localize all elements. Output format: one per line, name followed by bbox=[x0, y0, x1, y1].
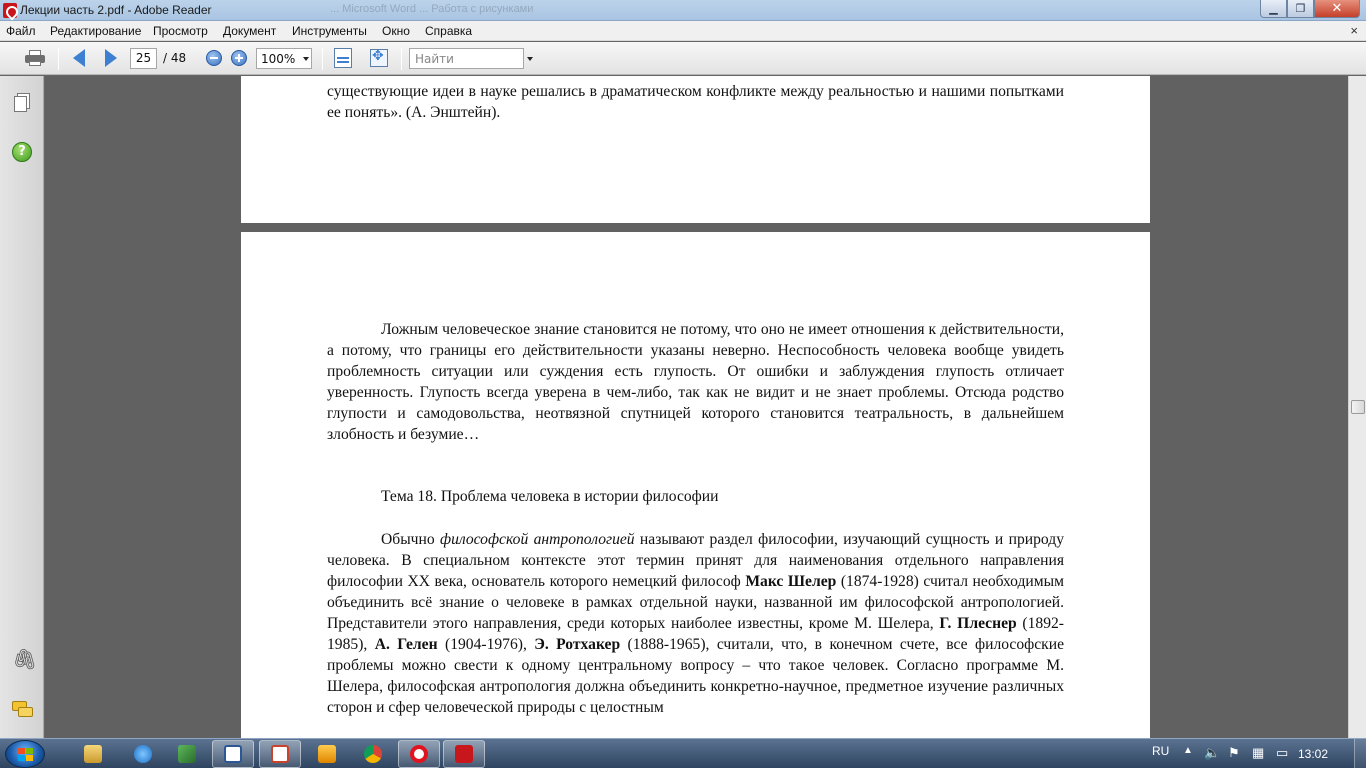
folder-icon bbox=[84, 745, 102, 763]
menu-file[interactable]: Файл bbox=[6, 24, 36, 38]
section-heading bbox=[327, 486, 1064, 507]
document-area[interactable] bbox=[45, 76, 1348, 738]
previous-page-button[interactable] bbox=[67, 47, 91, 69]
taskbar-presentation[interactable] bbox=[259, 740, 301, 768]
taskbar-media-player[interactable] bbox=[306, 740, 348, 768]
zoom-in-button[interactable] bbox=[227, 47, 251, 69]
start-button[interactable] bbox=[5, 740, 45, 768]
page-total: / 48 bbox=[163, 51, 187, 65]
menu-help[interactable]: Справка bbox=[425, 24, 473, 38]
close-button[interactable] bbox=[1314, 0, 1360, 18]
action-center-icon[interactable]: ⚑ bbox=[1228, 745, 1240, 760]
page-text: существующие идеи в науке решались в драматическом конфликте между реальностью и нашими попытками ее понять». (А. Энштейн). bbox=[327, 83, 1064, 121]
attachment-icon[interactable]: 🖇 bbox=[12, 647, 38, 671]
paragraph bbox=[327, 319, 1064, 445]
tray-expand-icon[interactable]: ▲ bbox=[1183, 745, 1193, 756]
text-run: (1892-1985), bbox=[327, 615, 1064, 653]
chrome-icon bbox=[364, 745, 382, 763]
navigation-panel bbox=[0, 76, 44, 738]
menu-view[interactable]: Просмотр bbox=[153, 24, 208, 38]
zoom-out-button[interactable] bbox=[202, 47, 226, 69]
close-icon: ✕ bbox=[1331, 1, 1343, 16]
text-run: (1904-1976), bbox=[437, 636, 535, 653]
italic-term: философской антропологией bbox=[440, 531, 635, 548]
bold-name: Макс Шелер bbox=[745, 573, 837, 590]
text-run: Обычно bbox=[381, 531, 440, 548]
taskbar-opera[interactable] bbox=[398, 740, 440, 768]
comments-icon[interactable] bbox=[12, 699, 32, 719]
menu-tools[interactable]: Инструменты bbox=[292, 24, 367, 38]
fit-page-button[interactable] bbox=[331, 47, 355, 69]
internet-explorer-icon bbox=[134, 745, 152, 763]
adobe-reader-icon bbox=[455, 745, 473, 763]
toolbar-separator bbox=[401, 48, 402, 70]
taskbar-chrome[interactable] bbox=[352, 740, 394, 768]
close-document-button[interactable]: × bbox=[1350, 23, 1358, 38]
vertical-scrollbar[interactable] bbox=[1348, 76, 1366, 738]
taskbar-network-tool[interactable] bbox=[166, 740, 208, 768]
volume-icon[interactable]: 🔈 bbox=[1204, 745, 1221, 760]
restore-button[interactable] bbox=[1287, 0, 1314, 18]
arrow-left-icon bbox=[73, 49, 85, 67]
find-input[interactable]: Найти bbox=[409, 48, 524, 69]
page-number-input[interactable]: 25 bbox=[130, 48, 157, 69]
help-icon[interactable]: ? bbox=[12, 142, 32, 162]
text-run: (1874-1928) считал необходимым объединить всё знание о человеке в рамках отдельной науки, названной им философской антропологией. Представители этого направления, среди которых наиболее известны, кроме М. Шелера, bbox=[327, 573, 1064, 632]
zoom-out-icon bbox=[206, 50, 222, 66]
zoom-select[interactable] bbox=[256, 48, 312, 69]
printer-icon bbox=[25, 50, 45, 66]
bold-name: А. Гелен bbox=[374, 636, 438, 653]
pages-icon[interactable] bbox=[12, 93, 32, 113]
toolbar-separator bbox=[58, 48, 59, 70]
text-run: (1888-1965), считали, что, в конечном счете, все философские проблемы можно свести к одному центральному вопросу – что такое человек. Согласно программе М. Шелера, философская антропология должна объединить конкретно-научное, предметное изучение различных сторон и сфер человеческой природы с целостным bbox=[327, 636, 1065, 716]
word-icon bbox=[224, 745, 242, 763]
scrollbar-thumb[interactable] bbox=[1351, 400, 1365, 414]
media-player-icon bbox=[318, 745, 336, 763]
menu-bar bbox=[0, 21, 1366, 41]
taskbar-internet-explorer[interactable] bbox=[122, 740, 164, 768]
battery-icon[interactable]: ▭ bbox=[1276, 745, 1289, 760]
taskbar-explorer[interactable] bbox=[72, 740, 114, 768]
network-status-icon[interactable]: ▦ bbox=[1252, 745, 1265, 760]
taskbar-adobe-reader[interactable] bbox=[443, 740, 485, 768]
bold-name: Г. Плеснер bbox=[939, 615, 1017, 632]
toolbar-separator bbox=[322, 48, 323, 70]
menu-document[interactable]: Документ bbox=[223, 24, 277, 38]
taskbar-word[interactable] bbox=[212, 740, 254, 768]
window-title: Лекции часть 2.pdf - Adobe Reader bbox=[20, 3, 212, 17]
restore-icon: ❐ bbox=[1295, 2, 1306, 15]
arrow-right-icon bbox=[105, 49, 117, 67]
show-desktop-button[interactable] bbox=[1354, 739, 1366, 768]
find-options-chevron-icon[interactable] bbox=[527, 57, 533, 61]
paragraph-text: Ложным человеческое знание становится не потому, что оно не имеет отношения к действительности, а потому, что границы его действительности указаны неверно. Неспособность человека вообще увидеть проблемность ситуации или суждения есть глупость. От ошибки и заблуждения глупость отличает уверенность. Глупость всегда уверена в чем-либо, так как не видит и не знает проблемы. Отсюда родство глупости и самодовольства, неотвязной спутницей которого становится театральность, в дальнейшем злобность и безумие… bbox=[327, 321, 1064, 443]
taskbar bbox=[0, 738, 1366, 768]
presentation-icon bbox=[271, 745, 289, 763]
language-indicator[interactable]: RU bbox=[1152, 744, 1170, 758]
pdf-page-previous bbox=[241, 76, 1150, 223]
menu-edit[interactable]: Редактирование bbox=[50, 24, 142, 38]
next-page-button[interactable] bbox=[99, 47, 123, 69]
adobe-reader-icon bbox=[3, 3, 17, 18]
print-button[interactable] bbox=[23, 47, 47, 69]
bold-name: Э. Ротхакер bbox=[534, 636, 621, 653]
text-run: называют раздел философии, изучающий сущность и природу человека. В специальном контексте этот термин принят для наименования отдельного направления философии XX века, основатель которого немецкий философ bbox=[327, 531, 1064, 590]
chevron-down-icon bbox=[303, 57, 309, 61]
network-icon bbox=[178, 745, 196, 763]
opera-icon bbox=[410, 745, 428, 763]
fit-page-icon bbox=[334, 48, 352, 68]
paragraph bbox=[327, 529, 1064, 718]
zoom-in-icon bbox=[231, 50, 247, 66]
background-window-titles: ... Microsoft Word ... Работа с рисунками bbox=[330, 3, 534, 15]
window-controls bbox=[1260, 0, 1360, 18]
pdf-page-current bbox=[241, 232, 1150, 738]
clock[interactable]: 13:02 bbox=[1298, 747, 1329, 761]
heading-text: Тема 18. Проблема человека в истории философии bbox=[381, 488, 719, 505]
menu-window[interactable]: Окно bbox=[382, 24, 410, 38]
minimize-button[interactable] bbox=[1260, 0, 1287, 18]
fit-window-icon bbox=[370, 49, 388, 67]
title-bar bbox=[0, 0, 1366, 21]
fit-window-button[interactable] bbox=[367, 47, 391, 69]
zoom-value: 100% bbox=[261, 52, 296, 66]
minimize-icon: ▁ bbox=[1269, 2, 1278, 15]
